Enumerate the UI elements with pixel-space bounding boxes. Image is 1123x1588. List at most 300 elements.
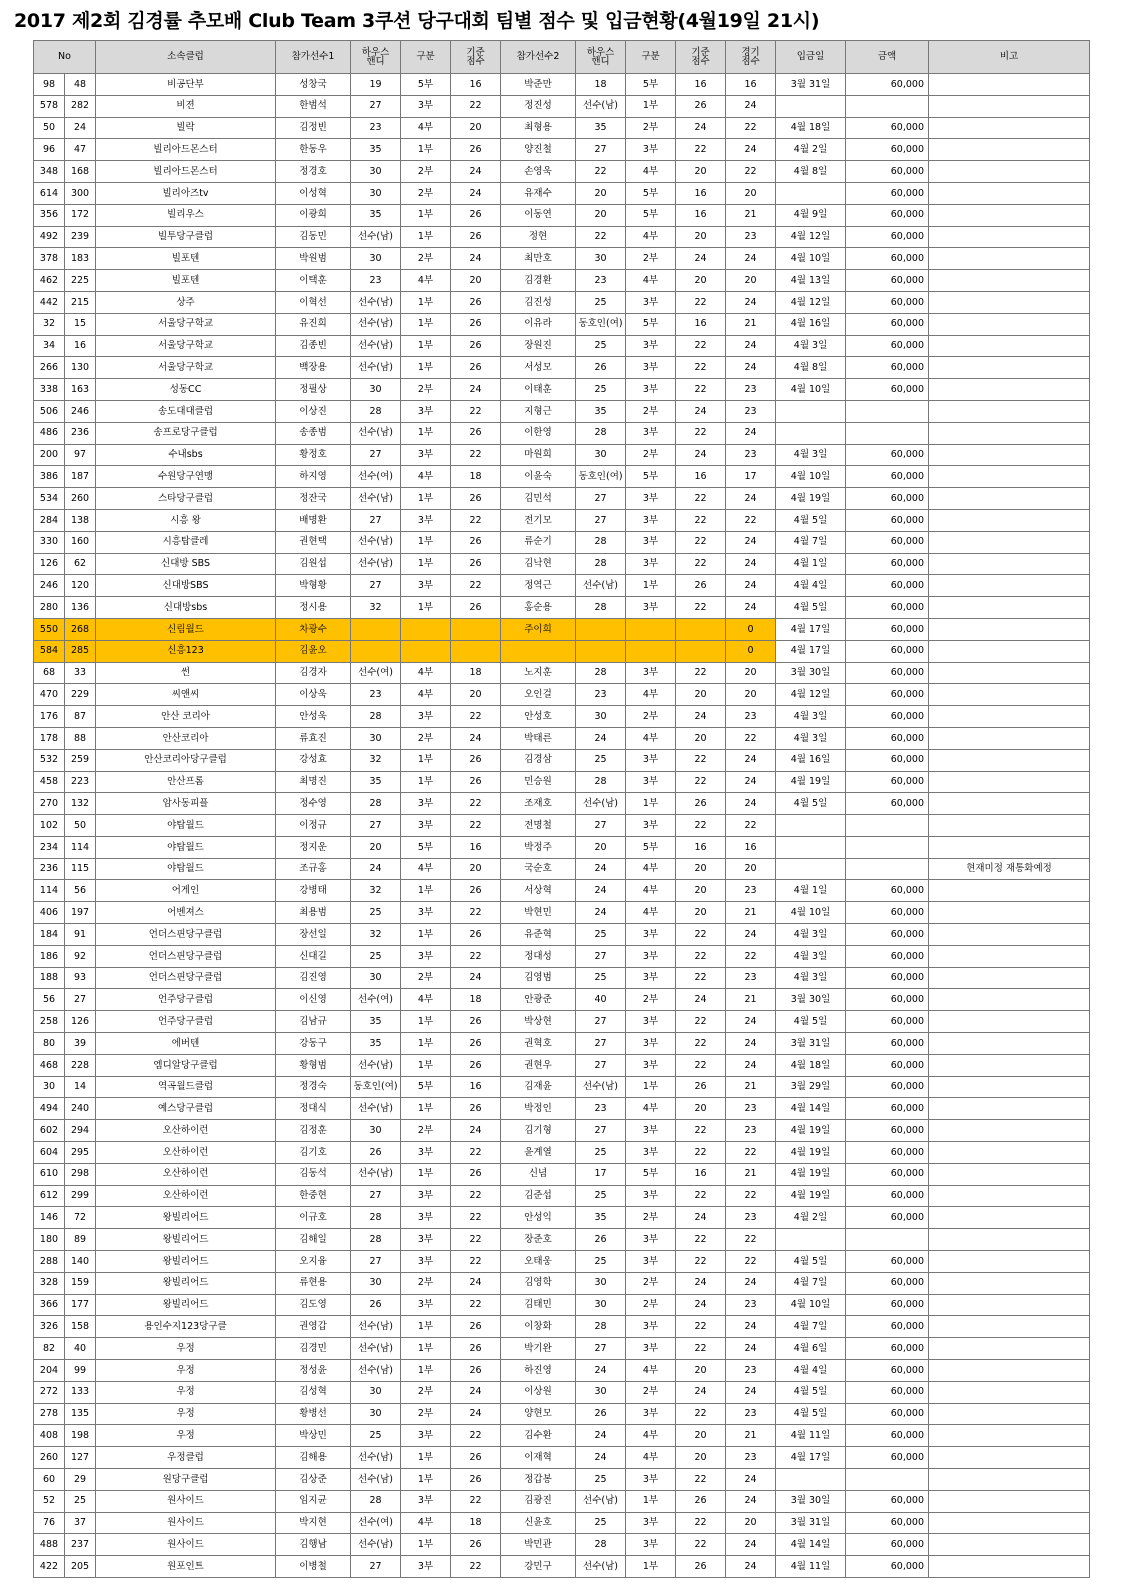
team-no-cell: 259 (65, 749, 96, 771)
player2-name-cell: 류순기 (501, 531, 576, 553)
game-score-cell: 23 (726, 1120, 776, 1142)
base-score1-cell: 24 (451, 727, 501, 749)
handicap1-cell (351, 640, 401, 662)
team-no-cell: 91 (65, 924, 96, 946)
entry-no-cell: 326 (34, 1316, 65, 1338)
club-name-cell: 왕빌리어드 (96, 1294, 276, 1316)
game-score-cell: 23 (726, 880, 776, 902)
entry-no-cell: 246 (34, 575, 65, 597)
club-name-cell: 원사이드 (96, 1512, 276, 1534)
division2-cell: 3부 (626, 749, 676, 771)
player1-name-cell: 임지균 (276, 1490, 351, 1512)
note-cell (929, 1469, 1090, 1491)
payment-date-cell: 4월 16일 (776, 313, 846, 335)
team-no-cell: 114 (65, 836, 96, 858)
base-score2-cell: 24 (676, 1381, 726, 1403)
division1-cell (401, 618, 451, 640)
payment-date-cell: 4월 5일 (776, 1381, 846, 1403)
base-score2-cell: 20 (676, 1447, 726, 1469)
table-row (34, 640, 1090, 662)
amount-cell: 60,000 (846, 444, 929, 466)
base-score1-cell: 26 (451, 1098, 501, 1120)
division1-cell: 1부 (401, 357, 451, 379)
handicap1-cell: 30 (351, 1272, 401, 1294)
header-handicap2: 하우스 핸디 (576, 41, 626, 74)
player2-name-cell: 조재호 (501, 793, 576, 815)
payment-date-cell: 4월 17일 (776, 618, 846, 640)
base-score2-cell: 26 (676, 793, 726, 815)
amount-cell: 60,000 (846, 706, 929, 728)
player1-name-cell: 김성혁 (276, 1381, 351, 1403)
base-score2-cell: 24 (676, 1207, 726, 1229)
handicap1-cell: 선수(남) (351, 1338, 401, 1360)
header-player2: 참가선수2 (501, 41, 576, 74)
entry-no-cell: 604 (34, 1142, 65, 1164)
base-score2-cell: 20 (676, 858, 726, 880)
handicap2-cell: 20 (576, 204, 626, 226)
game-score-cell: 24 (726, 924, 776, 946)
club-name-cell: 안산 코리아 (96, 706, 276, 728)
entry-no-cell: 614 (34, 182, 65, 204)
table-row (34, 880, 1090, 902)
handicap2-cell: 선수(남) (576, 1076, 626, 1098)
base-score2-cell (676, 618, 726, 640)
player1-name-cell: 김진영 (276, 967, 351, 989)
team-no-cell: 246 (65, 400, 96, 422)
handicap1-cell: 25 (351, 945, 401, 967)
handicap1-cell: 27 (351, 1251, 401, 1273)
team-no-cell: 229 (65, 684, 96, 706)
division2-cell: 1부 (626, 1556, 676, 1578)
club-name-cell: 시흥탑클레 (96, 531, 276, 553)
club-name-cell: 빌투당구클럽 (96, 226, 276, 248)
club-name-cell: 스타당구클럽 (96, 488, 276, 510)
payment-date-cell: 4월 7일 (776, 531, 846, 553)
game-score-cell: 22 (726, 1251, 776, 1273)
base-score1-cell: 22 (451, 793, 501, 815)
base-score2-cell: 22 (676, 1469, 726, 1491)
entry-no-cell: 378 (34, 248, 65, 270)
team-no-cell: 239 (65, 226, 96, 248)
base-score2-cell: 20 (676, 880, 726, 902)
base-score2-cell: 20 (676, 161, 726, 183)
division2-cell: 2부 (626, 706, 676, 728)
base-score1-cell: 26 (451, 771, 501, 793)
team-no-cell: 16 (65, 335, 96, 357)
player2-name-cell: 김경삼 (501, 749, 576, 771)
club-name-cell: 엠디알당구클럽 (96, 1054, 276, 1076)
amount-cell: 60,000 (846, 1142, 929, 1164)
table-row (34, 1098, 1090, 1120)
payment-date-cell: 4월 4일 (776, 1360, 846, 1382)
amount-cell: 60,000 (846, 161, 929, 183)
entry-no-cell: 470 (34, 684, 65, 706)
division2-cell: 3부 (626, 1316, 676, 1338)
player1-name-cell: 김남규 (276, 1011, 351, 1033)
note-cell (929, 880, 1090, 902)
amount-cell: 60,000 (846, 1011, 929, 1033)
division1-cell (401, 640, 451, 662)
entry-no-cell: 612 (34, 1185, 65, 1207)
table-row (34, 836, 1090, 858)
base-score1-cell: 22 (451, 575, 501, 597)
club-name-cell: 언더스핀당구클럽 (96, 945, 276, 967)
note-cell (929, 1120, 1090, 1142)
division2-cell: 5부 (626, 836, 676, 858)
club-name-cell: 빌포텐 (96, 248, 276, 270)
team-no-cell: 198 (65, 1425, 96, 1447)
team-no-cell: 140 (65, 1251, 96, 1273)
team-no-cell: 300 (65, 182, 96, 204)
team-no-cell: 14 (65, 1076, 96, 1098)
table-row (34, 379, 1090, 401)
base-score1-cell: 22 (451, 509, 501, 531)
player1-name-cell: 한범석 (276, 95, 351, 117)
base-score2-cell: 16 (676, 313, 726, 335)
entry-no-cell: 200 (34, 444, 65, 466)
player2-name-cell: 김영범 (501, 967, 576, 989)
game-score-cell: 22 (726, 509, 776, 531)
player2-name-cell: 신념 (501, 1163, 576, 1185)
player1-name-cell: 김상준 (276, 1469, 351, 1491)
player2-name-cell: 김수환 (501, 1425, 576, 1447)
team-no-cell: 15 (65, 313, 96, 335)
player1-name-cell: 김동민 (276, 226, 351, 248)
payment-date-cell: 4월 13일 (776, 270, 846, 292)
game-score-cell: 24 (726, 1033, 776, 1055)
payment-date-cell: 4월 7일 (776, 1272, 846, 1294)
player1-name-cell: 김원섭 (276, 553, 351, 575)
player1-name-cell: 강동구 (276, 1033, 351, 1055)
note-cell (929, 313, 1090, 335)
club-name-cell: 씨앤씨 (96, 684, 276, 706)
amount-cell: 60,000 (846, 989, 929, 1011)
entry-no-cell: 98 (34, 74, 65, 96)
handicap1-cell: 28 (351, 1229, 401, 1251)
player1-name-cell: 최용범 (276, 902, 351, 924)
entry-no-cell: 492 (34, 226, 65, 248)
note-cell (929, 270, 1090, 292)
division1-cell: 1부 (401, 1033, 451, 1055)
note-cell (929, 902, 1090, 924)
base-score1-cell: 26 (451, 749, 501, 771)
handicap1-cell: 선수(남) (351, 335, 401, 357)
player2-name-cell: 정대성 (501, 945, 576, 967)
entry-no-cell: 52 (34, 1490, 65, 1512)
club-name-cell: 비젼 (96, 95, 276, 117)
division2-cell: 4부 (626, 161, 676, 183)
club-name-cell: 우정 (96, 1360, 276, 1382)
handicap2-cell: 24 (576, 880, 626, 902)
player2-name-cell: 윤계열 (501, 1142, 576, 1164)
base-score2-cell: 22 (676, 1534, 726, 1556)
team-no-cell: 237 (65, 1534, 96, 1556)
base-score2-cell: 20 (676, 1360, 726, 1382)
team-no-cell: 25 (65, 1490, 96, 1512)
handicap1-cell: 26 (351, 1142, 401, 1164)
base-score2-cell: 22 (676, 531, 726, 553)
base-score1-cell: 26 (451, 553, 501, 575)
note-cell (929, 95, 1090, 117)
note-cell (929, 924, 1090, 946)
club-name-cell: 우정 (96, 1381, 276, 1403)
note-cell (929, 684, 1090, 706)
handicap1-cell: 27 (351, 509, 401, 531)
division2-cell: 4부 (626, 270, 676, 292)
handicap1-cell: 27 (351, 815, 401, 837)
division2-cell: 3부 (626, 488, 676, 510)
player1-name-cell: 김해용 (276, 1447, 351, 1469)
handicap2-cell: 23 (576, 270, 626, 292)
handicap2-cell: 28 (576, 422, 626, 444)
base-score1-cell: 24 (451, 1272, 501, 1294)
amount-cell (846, 1469, 929, 1491)
handicap1-cell: 28 (351, 400, 401, 422)
club-name-cell: 빌리아드몬스터 (96, 139, 276, 161)
game-score-cell: 20 (726, 1512, 776, 1534)
club-name-cell: 왕빌리어드 (96, 1229, 276, 1251)
base-score1-cell: 20 (451, 117, 501, 139)
entry-no-cell: 338 (34, 379, 65, 401)
game-score-cell: 21 (726, 1163, 776, 1185)
handicap2-cell: 20 (576, 836, 626, 858)
division1-cell: 4부 (401, 270, 451, 292)
base-score1-cell: 24 (451, 248, 501, 270)
player2-name-cell: 손영욱 (501, 161, 576, 183)
header-row (34, 41, 1090, 74)
game-score-cell: 23 (726, 1098, 776, 1120)
team-no-cell: 115 (65, 858, 96, 880)
handicap2-cell: 26 (576, 357, 626, 379)
entry-no-cell: 234 (34, 836, 65, 858)
division1-cell: 1부 (401, 204, 451, 226)
team-no-cell: 197 (65, 902, 96, 924)
division2-cell: 4부 (626, 1098, 676, 1120)
player1-name-cell: 유진희 (276, 313, 351, 335)
player1-name-cell: 이상욱 (276, 684, 351, 706)
player2-name-cell: 박상현 (501, 1011, 576, 1033)
division2-cell: 3부 (626, 139, 676, 161)
team-no-cell: 132 (65, 793, 96, 815)
player2-name-cell: 서상혁 (501, 880, 576, 902)
handicap2-cell: 30 (576, 248, 626, 270)
base-score2-cell: 26 (676, 575, 726, 597)
amount-cell: 60,000 (846, 182, 929, 204)
table-row (34, 1011, 1090, 1033)
game-score-cell: 24 (726, 357, 776, 379)
player2-name-cell: 서성모 (501, 357, 576, 379)
handicap1-cell: 선수(여) (351, 466, 401, 488)
table-row (34, 313, 1090, 335)
player1-name-cell: 이광희 (276, 204, 351, 226)
division2-cell: 4부 (626, 1425, 676, 1447)
team-no-cell: 127 (65, 1447, 96, 1469)
base-score1-cell: 26 (451, 226, 501, 248)
entry-no-cell: 288 (34, 1251, 65, 1273)
club-name-cell: 우정클럽 (96, 1447, 276, 1469)
handicap2-cell: 27 (576, 1011, 626, 1033)
table-row (34, 727, 1090, 749)
handicap1-cell: 35 (351, 1033, 401, 1055)
amount-cell: 60,000 (846, 1381, 929, 1403)
base-score2-cell: 22 (676, 291, 726, 313)
base-score1-cell: 22 (451, 1142, 501, 1164)
amount-cell (846, 815, 929, 837)
handicap2-cell: 22 (576, 226, 626, 248)
team-no-cell: 285 (65, 640, 96, 662)
table-row (34, 1033, 1090, 1055)
handicap2-cell: 25 (576, 967, 626, 989)
payment-date-cell: 4월 10일 (776, 1294, 846, 1316)
player2-name-cell: 정현 (501, 226, 576, 248)
payment-date-cell: 4월 7일 (776, 1316, 846, 1338)
game-score-cell: 23 (726, 706, 776, 728)
handicap2-cell: 27 (576, 1338, 626, 1360)
table-row (34, 989, 1090, 1011)
entry-no-cell: 534 (34, 488, 65, 510)
player2-name-cell: 이유라 (501, 313, 576, 335)
handicap1-cell: 28 (351, 793, 401, 815)
base-score1-cell: 24 (451, 1403, 501, 1425)
division2-cell: 3부 (626, 924, 676, 946)
club-name-cell: 신대방sbs (96, 597, 276, 619)
division1-cell: 1부 (401, 226, 451, 248)
payment-date-cell: 4월 18일 (776, 1054, 846, 1076)
entry-no-cell: 114 (34, 880, 65, 902)
handicap2-cell: 선수(남) (576, 95, 626, 117)
payment-date-cell: 4월 14일 (776, 1534, 846, 1556)
note-cell (929, 444, 1090, 466)
game-score-cell: 24 (726, 335, 776, 357)
division1-cell: 3부 (401, 575, 451, 597)
base-score2-cell: 22 (676, 967, 726, 989)
base-score2-cell: 16 (676, 466, 726, 488)
game-score-cell: 24 (726, 1011, 776, 1033)
header-handicap1: 하우스 핸디 (351, 41, 401, 74)
table-row (34, 357, 1090, 379)
table-row (34, 553, 1090, 575)
amount-cell: 60,000 (846, 597, 929, 619)
table-row (34, 662, 1090, 684)
division2-cell: 3부 (626, 771, 676, 793)
handicap2-cell: 22 (576, 161, 626, 183)
handicap1-cell: 23 (351, 270, 401, 292)
entry-no-cell: 260 (34, 1447, 65, 1469)
payment-date-cell: 4월 12일 (776, 226, 846, 248)
note-cell (929, 204, 1090, 226)
division2-cell: 5부 (626, 1163, 676, 1185)
note-cell (929, 357, 1090, 379)
handicap1-cell: 32 (351, 880, 401, 902)
entry-no-cell: 258 (34, 1011, 65, 1033)
base-score1-cell: 18 (451, 1512, 501, 1534)
base-score2-cell: 22 (676, 553, 726, 575)
note-cell (929, 1425, 1090, 1447)
division1-cell: 1부 (401, 597, 451, 619)
player2-name-cell: 최만호 (501, 248, 576, 270)
entry-no-cell: 176 (34, 706, 65, 728)
club-name-cell: 오산하이런 (96, 1120, 276, 1142)
table-row (34, 95, 1090, 117)
table-row (34, 74, 1090, 96)
base-score1-cell: 26 (451, 422, 501, 444)
header-base-score1: 기준 점수 (451, 41, 501, 74)
player2-name-cell: 이재혁 (501, 1447, 576, 1469)
player1-name-cell: 한중현 (276, 1185, 351, 1207)
payment-date-cell: 4월 5일 (776, 509, 846, 531)
player2-name-cell: 박정인 (501, 1098, 576, 1120)
club-name-cell: 빌리아드몬스터 (96, 161, 276, 183)
base-score2-cell: 22 (676, 335, 726, 357)
division2-cell: 5부 (626, 182, 676, 204)
player1-name-cell: 이병철 (276, 1556, 351, 1578)
team-no-cell: 48 (65, 74, 96, 96)
handicap2-cell: 40 (576, 989, 626, 1011)
base-score1-cell: 22 (451, 1207, 501, 1229)
amount-cell: 60,000 (846, 1207, 929, 1229)
base-score1-cell: 16 (451, 1076, 501, 1098)
team-no-cell: 27 (65, 989, 96, 1011)
division2-cell: 1부 (626, 1076, 676, 1098)
base-score1-cell: 24 (451, 182, 501, 204)
base-score1-cell: 22 (451, 1229, 501, 1251)
note-cell (929, 379, 1090, 401)
game-score-cell: 22 (726, 1185, 776, 1207)
entry-no-cell: 408 (34, 1425, 65, 1447)
handicap1-cell: 선수(남) (351, 357, 401, 379)
payment-date-cell: 4월 3일 (776, 924, 846, 946)
base-score2-cell: 22 (676, 1011, 726, 1033)
player1-name-cell: 신대길 (276, 945, 351, 967)
table-row (34, 444, 1090, 466)
division2-cell: 2부 (626, 117, 676, 139)
handicap1-cell: 28 (351, 1207, 401, 1229)
team-no-cell: 223 (65, 771, 96, 793)
note-cell (929, 139, 1090, 161)
base-score1-cell: 26 (451, 139, 501, 161)
base-score2-cell: 16 (676, 204, 726, 226)
handicap1-cell: 26 (351, 1294, 401, 1316)
division2-cell: 1부 (626, 1490, 676, 1512)
division1-cell: 1부 (401, 531, 451, 553)
table-row (34, 531, 1090, 553)
handicap1-cell: 선수(남) (351, 1163, 401, 1185)
note-cell (929, 1338, 1090, 1360)
base-score1-cell: 22 (451, 1294, 501, 1316)
game-score-cell: 20 (726, 270, 776, 292)
base-score1-cell: 26 (451, 1163, 501, 1185)
handicap2-cell: 27 (576, 815, 626, 837)
table-row (34, 771, 1090, 793)
payment-date-cell: 4월 19일 (776, 1163, 846, 1185)
handicap2-cell: 28 (576, 1316, 626, 1338)
club-name-cell: 오산하이런 (96, 1142, 276, 1164)
team-no-cell: 99 (65, 1360, 96, 1382)
table-row (34, 1512, 1090, 1534)
amount-cell: 60,000 (846, 1316, 929, 1338)
division1-cell: 2부 (401, 248, 451, 270)
division1-cell: 1부 (401, 313, 451, 335)
payment-date-cell: 4월 8일 (776, 357, 846, 379)
game-score-cell: 0 (726, 640, 776, 662)
team-no-cell: 158 (65, 1316, 96, 1338)
division2-cell: 3부 (626, 531, 676, 553)
game-score-cell: 21 (726, 902, 776, 924)
division1-cell: 2부 (401, 967, 451, 989)
club-name-cell: 빌리우스 (96, 204, 276, 226)
division2-cell: 3부 (626, 945, 676, 967)
player1-name-cell: 배명환 (276, 509, 351, 531)
